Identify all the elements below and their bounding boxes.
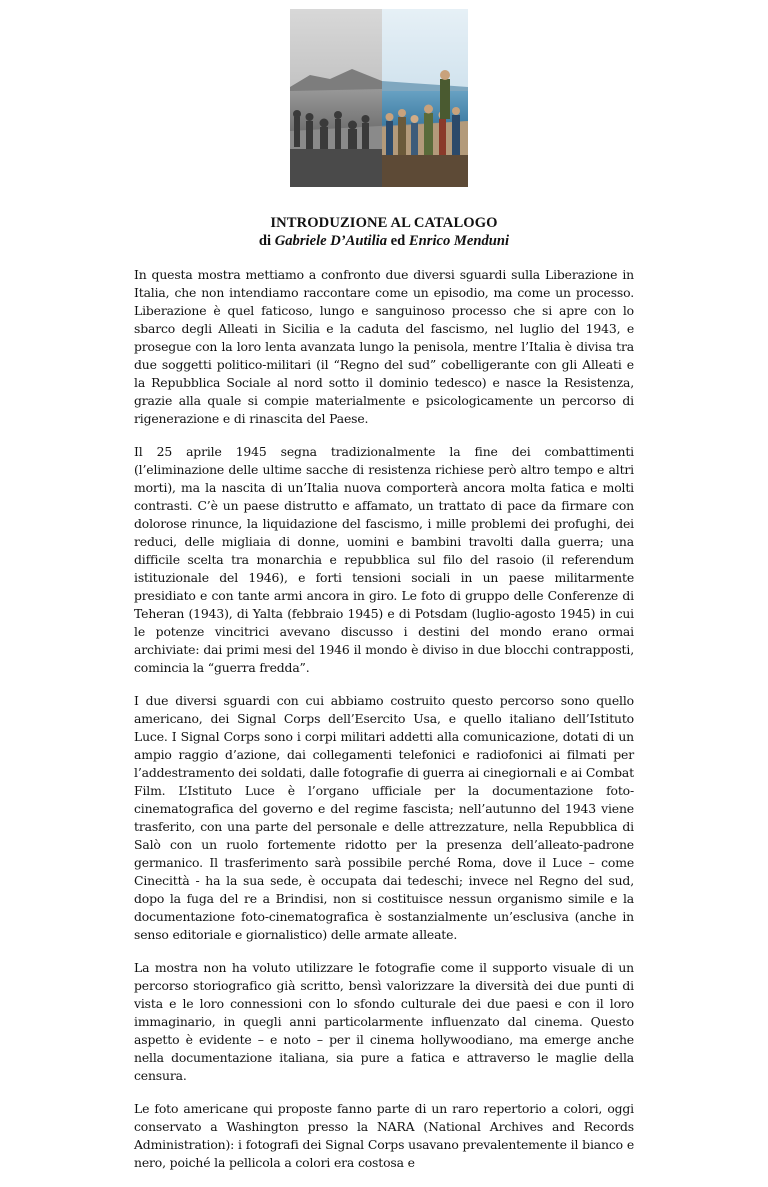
photo-collage-icon xyxy=(290,9,468,187)
byline-di: di xyxy=(258,233,272,249)
title-block xyxy=(0,215,768,250)
paragraph: Le foto americane qui proposte fanno parte di un raro repertorio a colori, oggi conservato a Washington presso la NARA (National Archives and Records Administration): i fotografi dei Signal Corps usavano prevalentemente il bianco e nero, poiché la pellicola a colori era costosa e xyxy=(134,1101,634,1170)
hero-photo xyxy=(290,9,468,187)
author-2: Enrico Menduni xyxy=(408,233,510,249)
page-title: INTRODUZIONE AL CATALOGO xyxy=(270,215,498,231)
byline-ed: ed xyxy=(390,233,406,249)
body-text xyxy=(134,266,634,1187)
paragraph: In questa mostra mettiamo a confronto due diversi sguardi sulla Liberazione in Italia, che non intendiamo raccontare come un episodio, ma come un processo. Liberazione è quel faticoso, lungo e sanguinoso processo che si apre con lo sbarco degli Alleati in Sicilia e la caduta del fascismo, nel luglio del 1943, e prosegue con la loro lenta avanzata lungo la penisola, mentre l’Italia è divisa tra due soggetti politico-militari (il “Regno del sud” cobelligerante con gli Alleati e la Repubblica Sociale al nord sotto il dominio tedesco) e nasce la Resistenza, grazie alla quale si compie materialmente e psicologicamente un percorso di rigenerazione e di rinascita del Paese. xyxy=(134,267,634,426)
paragraph: Il 25 aprile 1945 segna tradizionalmente la fine dei combattimenti (l’eliminazione delle ultime sacche di resistenza richiese però altro tempo e altri morti), ma la nascita di un’Italia nuova comporterà ancora molta fatica e molti contrasti. C’è un paese distrutto e affamato, un trattato di pace da firmare con dolorose rinunce, la liquidazione del fascismo, i mille problemi dei profughi, dei reduci, delle migliaia di donne, uomini e bambini travolti dalla guerra; una difficile scelta tra monarchia e repubblica sul filo del rasoio (il referendum istituzionale del 1946), e forti tensioni sociali in un paese militarmente presidiato e con tante armi ancora in giro. Le foto di gruppo delle Conferenze di Teheran (1943), di Yalta (febbraio 1945) e di Potsdam (luglio-agosto 1945) in cui le potenze vincitrici avevano discusso i destini del mondo erano ormai archiviate: dai primi mesi del 1946 il mondo è diviso in due blocchi contrapposti, comincia la “guerra fredda”. xyxy=(134,444,634,675)
paragraph: La mostra non ha voluto utilizzare le fotografie come il supporto visuale di un percorso storiografico già scritto, bensì valorizzare la diversità dei due punti di vista e le loro connessioni con lo sfondo culturale dei due paesi e con il loro immaginario, in quegli anni particolarmente influenzato dal cinema. Questo aspetto è evidente – e noto – per il cinema hollywoodiano, ma emerge anche nella documentazione italiana, sia pure a fatica e attraverso le maglie della censura. xyxy=(134,960,634,1083)
paragraph: I due diversi sguardi con cui abbiamo costruito questo percorso sono quello americano, dei Signal Corps dell’Esercito Usa, e quello italiano dell’Istituto Luce. I Signal Corps sono i corpi militari addetti alla comunicazione, dotati di un ampio raggio d’azione, dai collegamenti telefonici e radiofonici ai filmati per l’addestramento dei soldati, dalle fotografie di guerra ai cinegiornali e ai Combat Film. L’Istituto Luce è l’organo ufficiale per la documentazione foto-cinematografica del governo e del regime fascista; nell’autunno del 1943 viene trasferito, con una parte del personale e delle attrezzature, nella Repubblica di Salò con un ruolo fortemente ridotto per la presenza dell’alleato-padrone germanico. Il trasferimento sarà possibile perché Roma, dove il Luce – come Cinecittà - ha la sua sede, è occupata dai tedeschi; invece nel Regno del sud, dopo la fuga del re a Brindisi, non si costituisce nessun organismo simile e la documentazione foto-cinematografica è sostanzialmente un’esclusiva (anche in senso editoriale e giornalistico) delle armate alleate. xyxy=(134,693,634,942)
byline xyxy=(0,232,768,250)
author-1: Gabriele D’Autilia xyxy=(274,233,388,249)
